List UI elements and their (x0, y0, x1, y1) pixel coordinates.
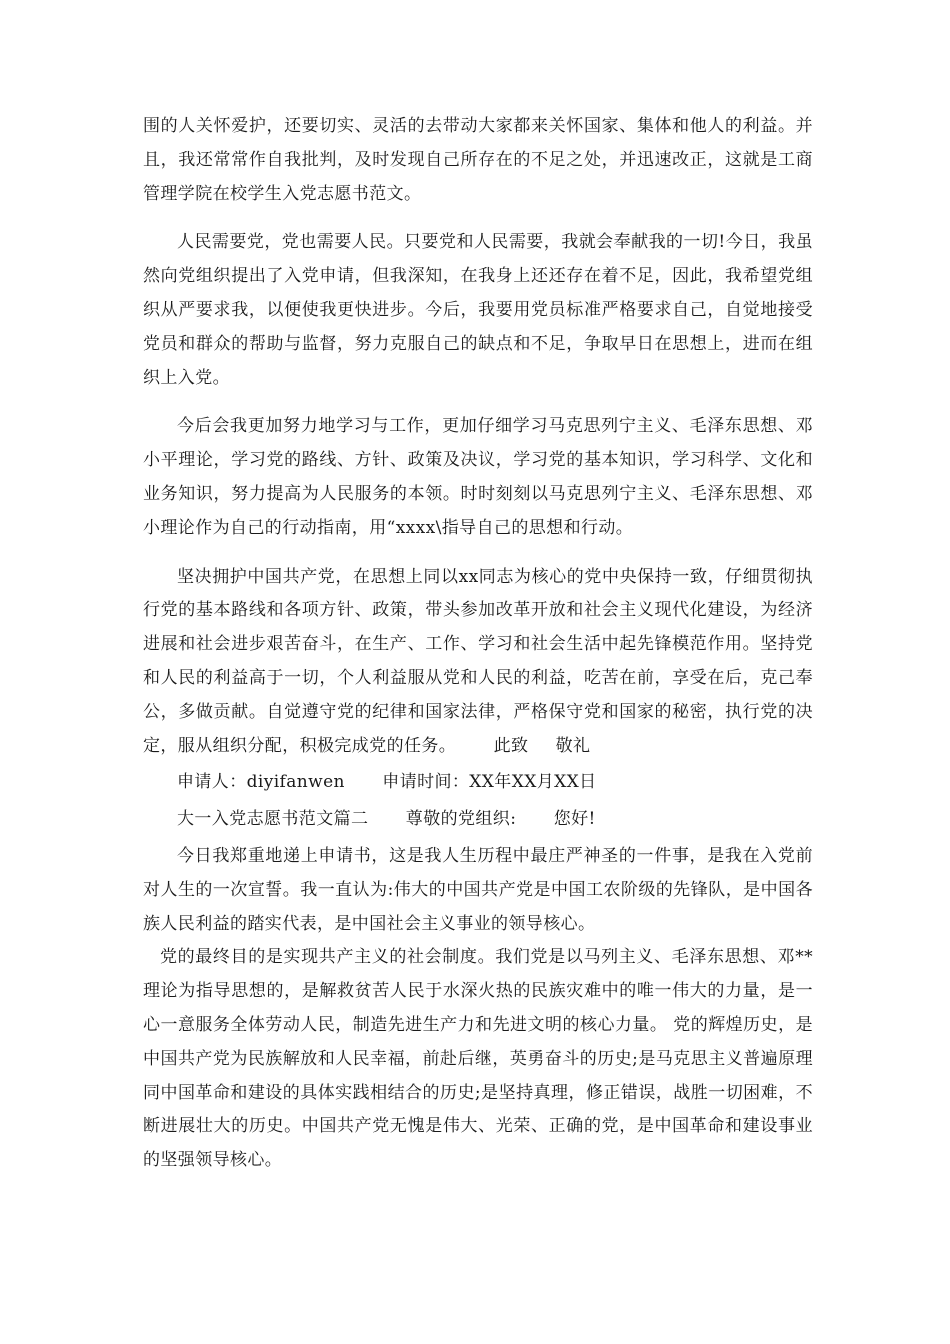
section-title: 大一入党志愿书范文篇二 (177, 809, 369, 830)
greeting: 您好! (553, 809, 596, 830)
applicant-line (143, 766, 813, 800)
paragraph-support-party (143, 561, 813, 764)
closing-jingli: 敬礼 (555, 735, 591, 756)
paragraph-application: 今日我郑重地递上申请书，这是我人生历程中最庄严神圣的一件事，是我在入党前对人生的一次宣誓。我一直认为:伟大的中国共产党是中国工农阶级的先锋队，是中国各族人民利益的踏实代表，是中国社会主义事业的领导核心。 (143, 845, 813, 934)
apply-time: 申请时间：XX年XX月XX日 (382, 772, 597, 793)
paragraph-study-work: 今后会我更加努力地学习与工作，更加仔细学习马克思列宁主义、毛泽东思想、邓小平理论，学习党的路线、方针、政策及决议，学习党的基本知识，学习科学、文化和业务知识，努力提高为人民服务的本领。时时刻刻以马克思列宁主义、毛泽东思想、邓小理论作为自己的行动指南，用“xxxx\指导自己的思想和行动。 (143, 416, 813, 538)
document-page (143, 110, 813, 1178)
closing-cizhi: 此致 (493, 735, 529, 756)
salutation: 尊敬的党组织: (405, 809, 517, 830)
paragraph-continued: 围的人关怀爱护，还要切实、灵活的去带动大家都来关怀国家、集体和他人的利益。并且，我还常常作自我批判，及时发现自己所存在的不足之处，并迅速改正，这就是工商管理学院在校学生入党志愿书范文。 (143, 116, 813, 204)
support-party-text: 坚决拥护中国共产党，在思想上同以xx同志为核心的党中央保持一致，仔细贯彻执行党的基本路线和各项方针、政策，带头参加改革开放和社会主义现代化建设，为经济进展和社会进步艰苦奋斗，在生产、工作、学习和社会生活中起先锋模范作用。坚持党和人民的利益高于一切，个人利益服从党和人民的利益，吃苦在前，享受在后，克己奉公，多做贡献。自觉遵守党的纪律和国家法律，严格保守党和国家的秘密，执行党的决定，服从组织分配，积极完成党的任务。 (143, 566, 813, 756)
section-heading-line (143, 803, 813, 837)
paragraph-party-goal: 党的最终目的是实现共产主义的社会制度。我们党是以马列主义、毛泽东思想、邓**理论为指导思想的，是解救贫苦人民于水深火热的民族灾难中的唯一伟大的力量，是一心一意服务全体劳动人民，制造先进生产力和先进文明的核心力量。 党的辉煌历史，是中国共产党为民族解放和人民幸福，前赴后继，英勇奋斗的历史;是马克思主义普遍原理同中国革命和建设的具体实践相结合的历史;是坚持真理，修正错误，战胜一切困难，不断进展壮大的历史。中国共产党无愧是伟大、光荣、正确的党，是中国革命和建设事业的坚强领导核心。 (143, 947, 813, 1171)
applicant-name: 申请人：diyifanwen (177, 772, 345, 793)
paragraph-people-need-party: 人民需要党，党也需要人民。只要党和人民需要，我就会奉献我的一切!今日，我虽然向党组织提出了入党申请，但我深知，在我身上还还存在着不足，因此，我希望党组织从严要求我，以便使我更快进步。今后，我要用党员标准严格要求自己，自觉地接受党员和群众的帮助与监督，努力克服自己的缺点和不足，争取早日在思想上，进而在组织上入党。 (143, 232, 813, 388)
